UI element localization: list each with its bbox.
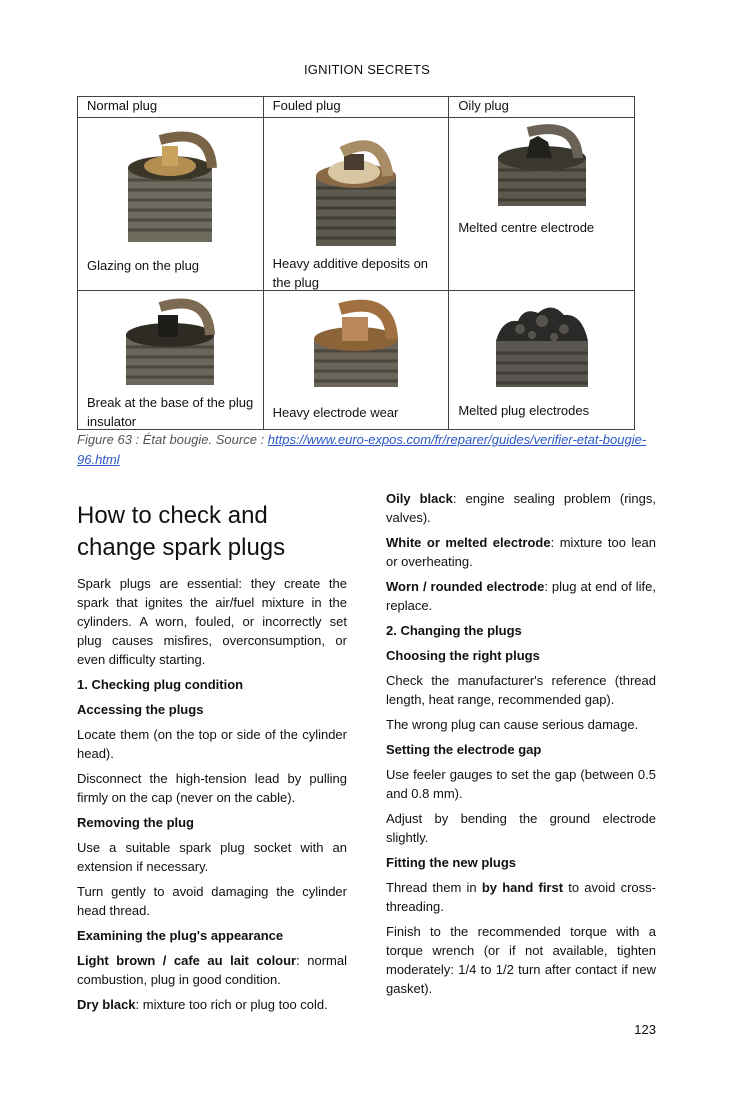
subheading-accessing: Accessing the plugs — [77, 702, 204, 717]
intro-paragraph: Spark plugs are essential: they create the spark that ignites the air/fuel mixture in the cylinders. A worn, fouled, or incorrectly set plug causes misfires, overconsumption, or even difficulty starting. — [77, 576, 347, 667]
paragraph: Use feeler gauges to set the gap (between 0.5 and 0.8 mm). — [386, 767, 656, 801]
diagnosis-item — [77, 951, 347, 989]
fouled-plug-photo — [286, 118, 426, 246]
diagnosis-item — [386, 489, 656, 527]
table-row — [78, 118, 635, 291]
text-run: to avoid cross-threading. — [386, 880, 656, 914]
diagnosis-term: White or melted electrode — [386, 535, 551, 550]
page-number: 123 — [634, 1022, 656, 1037]
header-normal-plug: Normal plug — [78, 97, 264, 118]
spark-plug-condition-table — [77, 96, 635, 430]
section-heading-changing: 2. Changing the plugs — [386, 623, 522, 638]
paragraph: The wrong plug can cause serious damage. — [386, 717, 639, 732]
header-oily-plug: Oily plug — [449, 97, 635, 118]
subheading-examining: Examining the plug's appearance — [77, 928, 284, 943]
table-row — [78, 291, 635, 430]
section-heading-checking: 1. Checking plug condition — [77, 677, 244, 692]
figure-source-link[interactable]: https://www.euro-expos.com/fr/reparer/guides/verifier-etat-bougie-96.html — [77, 432, 647, 467]
paragraph: Finish to the recommended torque with a torque wrench (or if not available, tighten moderately: 1/4 to 1/2 turn after contact if new gasket). — [386, 924, 656, 996]
subheading-gap: Setting the electrode gap — [386, 742, 542, 757]
subheading-choosing: Choosing the right plugs — [386, 648, 540, 663]
caption-glazing: Glazing on the plug — [87, 258, 200, 273]
diagnosis-term: Dry black — [77, 997, 136, 1012]
broken-insulator-plug-photo — [100, 291, 240, 385]
caption-insulator-break: Break at the base of the plug insulator — [87, 395, 254, 429]
table-header-row — [78, 97, 635, 118]
emphasis-text: by hand first — [481, 880, 564, 895]
paragraph: Turn gently to avoid damaging the cylinder head thread. — [77, 884, 347, 918]
diagnosis-item — [386, 533, 656, 571]
electrode-wear-plug-photo — [286, 291, 426, 387]
diagnosis-text: : plug at end of life, replace. — [386, 579, 657, 613]
figure-caption — [77, 430, 647, 470]
diagnosis-item — [77, 995, 347, 1014]
text-run: Thread them in — [386, 880, 482, 895]
diagnosis-text: : mixture too rich or plug too cold. — [135, 997, 328, 1012]
diagnosis-text: : normal combustion, plug in good condition. — [77, 953, 347, 987]
diagnosis-text: : engine sealing problem (rings, valves). — [386, 491, 656, 525]
melted-electrodes-plug-photo — [472, 291, 612, 387]
diagnosis-item — [386, 577, 656, 615]
subheading-removing: Removing the plug — [77, 815, 194, 830]
subheading-fitting: Fitting the new plugs — [386, 855, 516, 870]
figure-caption-text: Figure 63 : État bougie. Source : — [77, 432, 268, 447]
diagnosis-text: : mixture too lean or overheating. — [386, 535, 657, 569]
left-column — [77, 500, 347, 1020]
caption-electrode-wear: Heavy electrode wear — [272, 405, 399, 420]
header-fouled-plug: Fouled plug — [263, 97, 449, 118]
paragraph: Use a suitable spark plug socket with an extension if necessary. — [77, 840, 347, 874]
paragraph — [386, 878, 656, 916]
caption-melted-electrodes: Melted plug electrodes — [458, 403, 590, 418]
paragraph: Locate them (on the top or side of the cylinder head). — [77, 727, 347, 761]
diagnosis-term: Worn / rounded electrode — [386, 579, 545, 594]
article-title: How to check and change spark plugs — [77, 502, 286, 561]
paragraph: Check the manufacturer's reference (thread length, heat range, recommended gap). — [386, 673, 656, 707]
right-column — [386, 489, 656, 1004]
diagnosis-term: Light brown / cafe au lait colour — [77, 953, 297, 968]
caption-additive-deposits: Heavy additive deposits on the plug — [272, 256, 429, 290]
caption-melted-centre-electrode: Melted centre electrode — [458, 220, 595, 235]
paragraph: Adjust by bending the ground electrode slightly. — [386, 811, 656, 845]
oily-plug-photo — [472, 118, 612, 208]
paragraph: Disconnect the high-tension lead by pulling firmly on the cap (never on the cable). — [77, 771, 347, 805]
diagnosis-term: Oily black — [386, 491, 453, 506]
glazed-plug-photo — [100, 118, 240, 242]
running-header: IGNITION SECRETS — [304, 62, 430, 77]
